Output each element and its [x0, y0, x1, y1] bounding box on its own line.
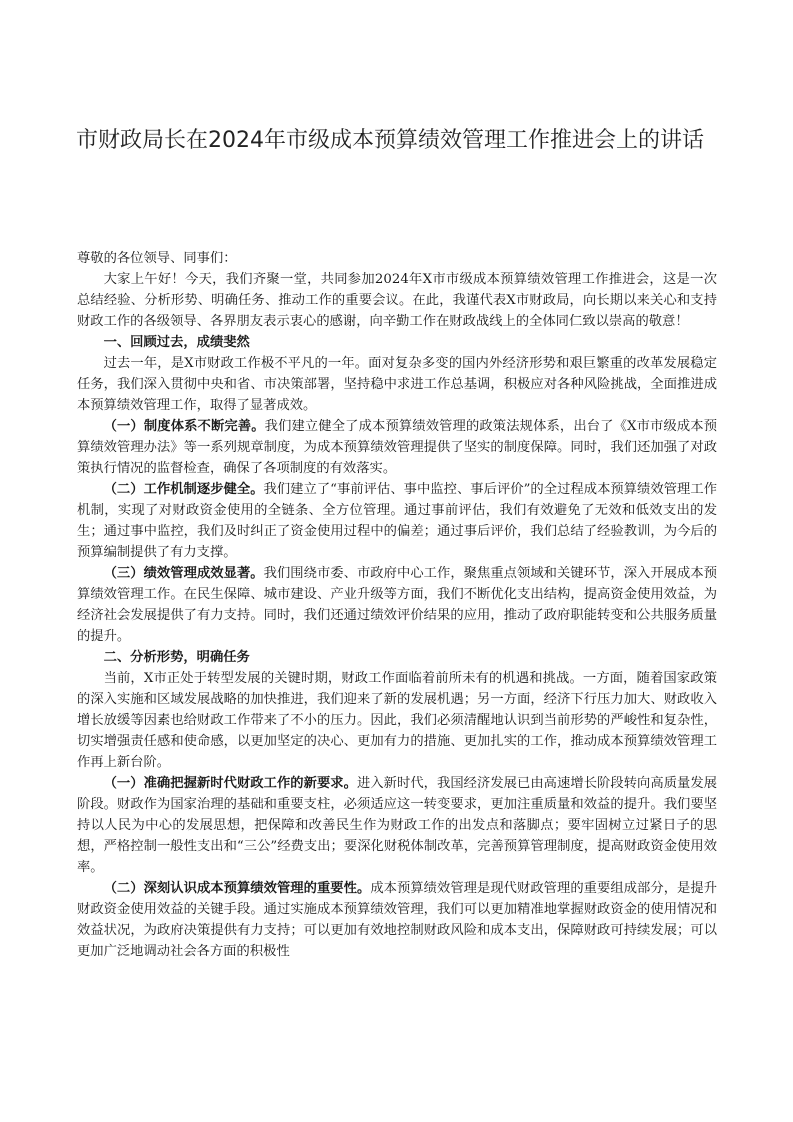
paragraph-text: 我们建立了“事前评估、事中监控、事后评价”的全过程成本预算绩效管理工作机制，实现了对财政资金使用的全链条、全方位管理。通过事前评估，我们有效避免了无效和低效支出的发生；通过事中监控，我们及时纠正了资金使用过程中的偏差；通过事后评价，我们总结了经验教训，为今后的预算编制提供了有力支撑。 — [77, 482, 717, 560]
paragraph-lead: （一）制度体系不断完善。 — [103, 419, 265, 434]
paragraph-lead: （二）深刻认识成本预算绩效管理的重要性。 — [103, 881, 371, 896]
document-body — [77, 248, 717, 962]
paragraph-text: 我们围绕市委、市政府中心工作，聚焦重点领域和关键环节，深入开展成本预算绩效管理工作。在民生保障、城市建设、产业升级等方面，我们不断优化支出结构，提高资金使用效益，为经济社会发展提供了有力支持。同时，我们还通过绩效评价结果的应用，推动了政府职能转变和公共服务质量的提升。 — [77, 566, 718, 644]
paragraph-text: 我们建立健全了成本预算绩效管理的政策法规体系，出台了《X市市级成本预算绩效管理办法》等一系列规章制度，为成本预算绩效管理提供了坚实的制度保障。同时，我们还加强了对政策执行情况的监督检查，确保了各项制度的有效落实。 — [77, 419, 718, 476]
paragraph-importance — [77, 878, 717, 962]
document-title: 市财政局长在2024年市级成本预算绩效管理工作推进会上的讲话 — [76, 128, 704, 153]
paragraph-mechanism — [77, 479, 717, 563]
paragraph-review-intro: 过去一年，是X市财政工作极不平凡的一年。面对复杂多变的国内外经济形势和艰巨繁重的改革发展稳定任务，我们深入贯彻中央和省、市决策部署，坚持稳中求进工作总基调，积极应对各种风险挑战，全面推进成本预算绩效管理工作，取得了显著成效。 — [77, 356, 717, 413]
section-heading-review: 一、回顾过去，成绩斐然 — [103, 335, 250, 350]
paragraph-lead: （一）准确把握新时代财政工作的新要求。 — [103, 776, 357, 791]
paragraph-greeting: 大家上午好！今天，我们齐聚一堂，共同参加2024年X市市级成本预算绩效管理工作推进会，这是一次总结经验、分析形势、明确任务、推动工作的重要会议。在此，我谨代表X市财政局，向长期以来关心和支持财政工作的各级领导、各界朋友表示衷心的感谢，向辛勤工作在财政战线上的全体同仁致以崇高的敬意！ — [77, 272, 717, 329]
paragraph-performance — [77, 563, 717, 647]
paragraph-lead: （三）绩效管理成效显著。 — [103, 566, 264, 581]
paragraph-lead: （二）工作机制逐步健全。 — [103, 482, 264, 497]
paragraph-new-requirements — [77, 773, 717, 878]
paragraph-system — [77, 416, 717, 479]
paragraph-text: 进入新时代，我国经济发展已由高速增长阶段转向高质量发展阶段。财政作为国家治理的基础和重要支柱，必须适应这一转变要求，更加注重质量和效益的提升。我们要坚持以人民为中心的发展思想，把保障和改善民生作为财政工作的出发点和落脚点；要牢固树立过紧日子的思想，严格控制一般性支出和“三公”经费支出；要深化财税体制改革，完善预算管理制度，提高财政资金使用效率。 — [77, 776, 718, 875]
paragraph-analysis-intro: 当前，X市正处于转型发展的关键时期，财政工作面临着前所未有的机遇和挑战。一方面，随着国家政策的深入实施和区域发展战略的加快推进，我们迎来了新的发展机遇；另一方面，经济下行压力加大、财政收入增长放缓等因素也给财政工作带来了不小的压力。因此，我们必须清醒地认识到当前形势的严峻性和复杂性，切实增强责任感和使命感，以更加坚定的决心、更加有力的措施、更加扎实的工作，推动成本预算绩效管理工作再上新台阶。 — [77, 671, 717, 770]
section-heading-analysis: 二、分析形势，明确任务 — [103, 650, 250, 665]
paragraph-text: 成本预算绩效管理是现代财政管理的重要组成部分，是提升财政资金使用效益的关键手段。通过实施成本预算绩效管理，我们可以更加精准地掌握财政资金的使用情况和效益状况，为政府决策提供有力支持；可以更加有效地控制财政风险和成本支出，保障财政可持续发展；可以更加广泛地调动社会各方面的积极性 — [77, 881, 718, 959]
salutation: 尊敬的各位领导、同事们： — [77, 251, 237, 266]
